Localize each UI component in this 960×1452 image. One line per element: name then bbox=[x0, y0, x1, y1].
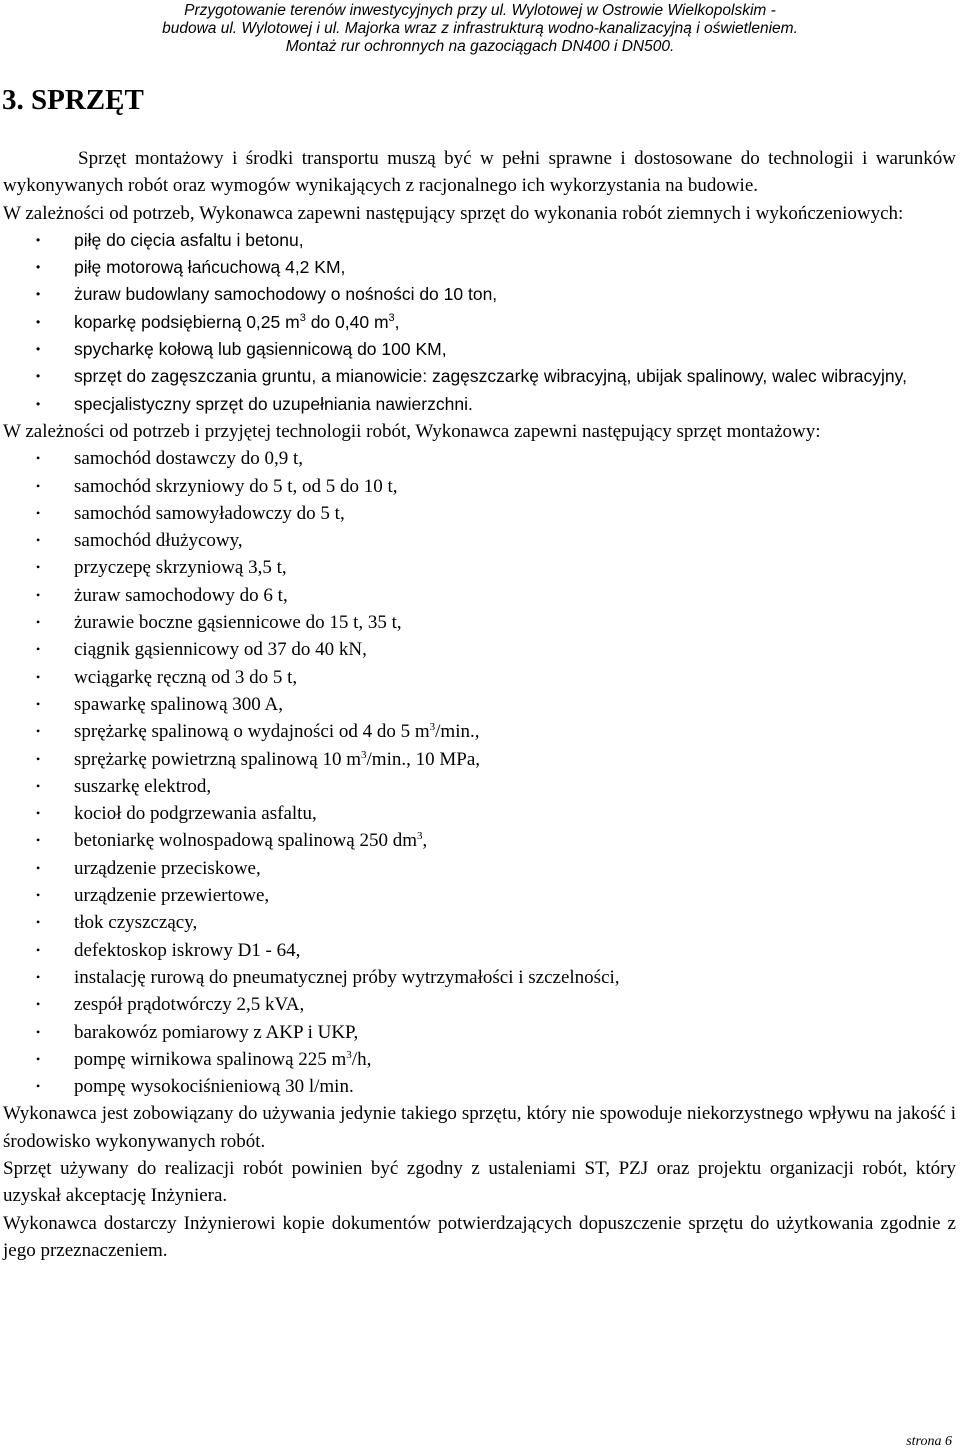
intro-paragraph: Sprzęt montażowy i środki transportu muszą być w pełni sprawne i dostosowane do technologii i warunków wykonywanych robót oraz wymogów wynikających z racjonalnego ich wykorzystania na budowie. bbox=[3, 148, 956, 197]
bullet-icon: • bbox=[36, 751, 41, 766]
list-item: • spycharkę kołową lub gąsiennicową do 100 KM, bbox=[3, 336, 956, 363]
header-line-3: Montaż rur ochronnych na gazociągach DN400 i DN500. bbox=[285, 38, 675, 55]
list-item: • tłok czyszczący, bbox=[3, 909, 956, 936]
bullet-icon: • bbox=[36, 942, 41, 957]
list-item: • żurawie boczne gąsiennicowe do 15 t, 35 t, bbox=[3, 609, 956, 636]
closing-paragraph-2: Sprzęt używany do realizacji robót powinien być zgodny z ustaleniami ST, PZJ oraz projektu organizacji robót, który uzyskał akceptację Inżyniera. bbox=[3, 1157, 956, 1207]
list-item: • ciągnik gąsiennicowy od 37 do 40 kN, bbox=[3, 636, 956, 663]
bullet-icon: • bbox=[36, 833, 41, 848]
bullet-icon: • bbox=[36, 696, 41, 711]
list-item: • betoniarkę wolnospadową spalinową 250 $dm^3$, bbox=[3, 827, 956, 854]
bullet-icon: • bbox=[36, 560, 41, 575]
bullet-icon: • bbox=[36, 478, 41, 493]
bullet-icon: • bbox=[36, 806, 41, 821]
closing-paragraph-1: Wykonawca jest zobowiązany do używania jedynie takiego sprzętu, który nie spowoduje niekorzystnego wpływu na jakość i środowisko wykonywanych robót. bbox=[3, 1103, 956, 1152]
bullet-icon: • bbox=[36, 778, 41, 793]
earthworks-list bbox=[3, 227, 956, 418]
bullet-icon: • bbox=[36, 533, 41, 548]
bullet-icon: • bbox=[36, 396, 41, 411]
bullet-icon: • bbox=[36, 860, 41, 875]
list-item: • piłę do cięcia asfaltu i betonu, bbox=[3, 227, 956, 254]
list-item: • wciągarkę ręczną od 3 do 5 t, bbox=[3, 664, 956, 691]
assembly-lead: W zależności od potrzeb i przyjętej technologii robót, Wykonawca zapewni następujący sprzęt montażowy: bbox=[3, 420, 821, 442]
list-item: • defektoskop iskrowy D1 - 64, bbox=[3, 937, 956, 964]
list-item: • samochód skrzyniowy do 5 t, od 5 do 10 t, bbox=[3, 473, 956, 500]
list-item: • zespół prądotwórczy 2,5 kVA, bbox=[3, 991, 956, 1018]
list-item: • samochód dostawczy do 0,9 t, bbox=[3, 445, 956, 472]
bullet-icon: • bbox=[36, 260, 41, 275]
bullet-icon: • bbox=[36, 451, 41, 466]
header-line-1: Przygotowanie terenów inwestycyjnych przy ul. Wylotowej w Ostrowie Wielkopolskim - bbox=[184, 2, 776, 19]
header-line-2: budowa ul. Wylotowej i ul. Majorka wraz z infrastrukturą wodno-kanalizacyjną i oświetleniem. bbox=[162, 20, 798, 37]
bullet-icon: • bbox=[36, 724, 41, 739]
list-item: • samochód samowyładowczy do 5 t, bbox=[3, 500, 956, 527]
list-item: • barakowóz pomiarowy z AKP i UKP, bbox=[3, 1019, 956, 1046]
list-item: • żuraw samochodowy do 6 t, bbox=[3, 582, 956, 609]
document-body bbox=[3, 145, 956, 1264]
page-number: strona 6 bbox=[906, 1434, 952, 1449]
page-header bbox=[0, 2, 960, 56]
list-item: • koparkę podsiębierną 0,25 $m^3$ do 0,40 $m^3$, bbox=[3, 309, 956, 336]
list-item: • sprężarkę powietrzną spalinową 10 $m^3/\min$., 10 MPa, bbox=[3, 746, 956, 773]
bullet-icon: • bbox=[36, 997, 41, 1012]
list-item: • pompę wirnikowa spalinową 225 $m^3/h$, bbox=[3, 1046, 956, 1073]
list-item: • piłę motorową łańcuchową 4,2 KM, bbox=[3, 254, 956, 281]
list-item: • instalację rurową do pneumatycznej próby wytrzymałości i szczelności, bbox=[3, 964, 956, 991]
bullet-icon: • bbox=[36, 287, 41, 302]
bullet-icon: • bbox=[36, 969, 41, 984]
list-item: • specjalistyczny sprzęt do uzupełniania nawierzchni. bbox=[3, 391, 956, 418]
bullet-icon: • bbox=[36, 669, 41, 684]
list-item: • samochód dłużycowy, bbox=[3, 527, 956, 554]
list-item: • suszarkę elektrod, bbox=[3, 773, 956, 800]
list-item: • pompę wysokociśnieniową 30 l/min. bbox=[3, 1073, 956, 1100]
bullet-icon: • bbox=[36, 1079, 41, 1094]
bullet-icon: • bbox=[36, 615, 41, 630]
list-item: • urządzenie przeciskowe, bbox=[3, 855, 956, 882]
bullet-icon: • bbox=[36, 342, 41, 357]
bullet-icon: • bbox=[36, 232, 41, 247]
list-item: • żuraw budowlany samochodowy o nośności do 10 ton, bbox=[3, 281, 956, 308]
bullet-icon: • bbox=[36, 587, 41, 602]
bullet-icon: • bbox=[36, 1024, 41, 1039]
list-item: • urządzenie przewiertowe, bbox=[3, 882, 956, 909]
bullet-icon: • bbox=[36, 505, 41, 520]
bullet-icon: • bbox=[36, 915, 41, 930]
bullet-icon: • bbox=[36, 369, 41, 384]
section-title: 3. SPRZĘT bbox=[2, 84, 144, 116]
bullet-icon: • bbox=[36, 888, 41, 903]
assembly-list bbox=[3, 445, 956, 1100]
list-item: • spawarkę spalinową 300 A, bbox=[3, 691, 956, 718]
bullet-icon: • bbox=[36, 314, 41, 329]
list-item: • sprzęt do zagęszczania gruntu, a mianowicie: zagęszczarkę wibracyjną, ubijak spalinowy, walec wibracyjny, bbox=[3, 363, 956, 390]
bullet-icon: • bbox=[36, 642, 41, 657]
list-item: • sprężarkę spalinową o wydajności od 4 do 5 $m^3/\min$., bbox=[3, 718, 956, 745]
earthworks-lead: W zależności od potrzeb, Wykonawca zapewni następujący sprzęt do wykonania robót ziemnych i wykończeniowych: bbox=[3, 202, 904, 224]
bullet-icon: • bbox=[36, 1051, 41, 1066]
closing-paragraph-3: Wykonawca dostarczy Inżynierowi kopie dokumentów potwierdzających dopuszczenie sprzętu do użytkowania zgodnie z jego przeznaczeniem. bbox=[3, 1212, 956, 1261]
list-item: • przyczepę skrzyniową 3,5 t, bbox=[3, 554, 956, 581]
list-item: • kocioł do podgrzewania asfaltu, bbox=[3, 800, 956, 827]
